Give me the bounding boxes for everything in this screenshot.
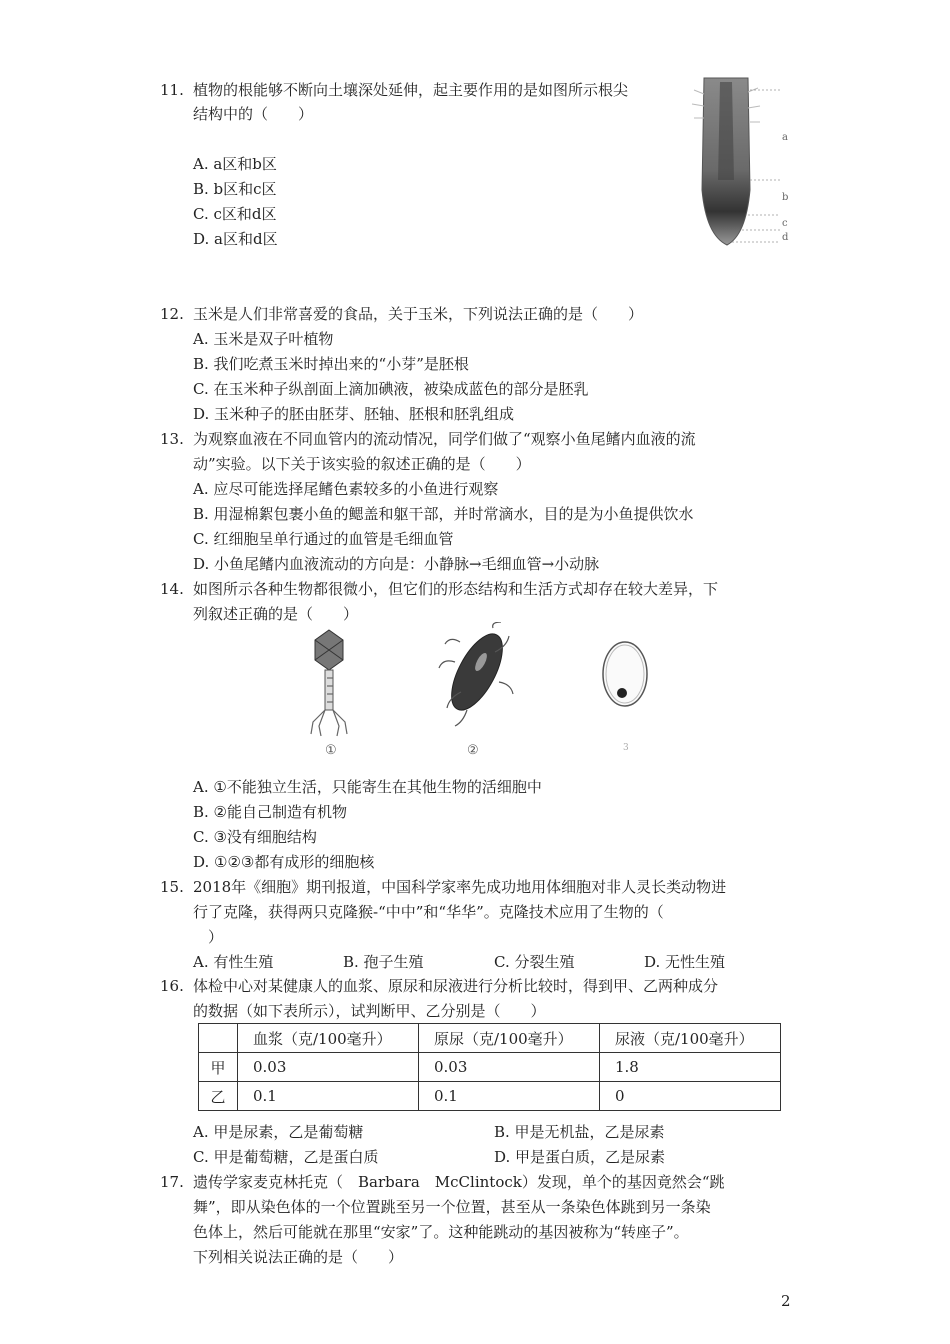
q16-stem-line1: 体检中心对某健康人的血浆、原尿和尿液进行分析比较时，得到甲、乙两种成分 [193, 977, 719, 995]
q11-number: 11. [160, 81, 184, 99]
q16-stem-line2: 的数据（如下表所示），试判断甲、乙分别是（ ） [193, 1002, 546, 1020]
q11-option-d: D. a区和d区 [193, 230, 278, 248]
q15-stem-line3: ） [208, 928, 224, 946]
q17-stem-line1: 遗传学家麦克林托克（ Barbara McClintock）发现，单个的基因竟然会“跳 [193, 1173, 725, 1191]
root-tip-figure [682, 70, 794, 250]
root-label-d: d [782, 232, 789, 243]
q17-stem-line3: 色体上，然后可能就在那里“安家”了。这种能跳动的基因被称为“转座子”。 [193, 1223, 689, 1241]
figure-label-1: ① [325, 743, 337, 758]
q11-option-a: A. a区和b区 [193, 155, 277, 173]
table-header-cell: 尿液（克/100毫升） [600, 1024, 781, 1053]
table-cell: 甲 [199, 1053, 238, 1082]
figure-label-2: ② [467, 743, 479, 758]
q13-option-b: B. 用湿棉絮包裹小鱼的鳃盖和躯干部，并时常滴水，目的是为小鱼提供饮水 [193, 505, 694, 523]
q16-option-c: C. 甲是葡萄糖，乙是蛋白质 [193, 1148, 379, 1166]
microorganisms-figure [295, 622, 655, 762]
q17-stem-line2: 舞”，即从染色体的一个位置跳至另一个位置，甚至从一条染色体跳到另一条染 [193, 1198, 711, 1216]
bacterium-drawing [439, 622, 513, 726]
q12-number: 12. [160, 305, 184, 323]
q12-option-c: C. 在玉米种子纵剖面上滴加碘液，被染成蓝色的部分是胚乳 [193, 380, 589, 398]
table-cell: 0.03 [238, 1053, 419, 1082]
bacteriophage-drawing [311, 630, 347, 736]
q15-number: 15. [160, 878, 184, 896]
table-cell: 乙 [199, 1082, 238, 1111]
q12-option-a: A. 玉米是双子叶植物 [193, 330, 334, 348]
table-header-cell [199, 1024, 238, 1053]
q16-option-a: A. 甲是尿素，乙是葡萄糖 [193, 1123, 364, 1141]
q13-stem-line1: 为观察血液在不同血管内的流动情况，同学们做了“观察小鱼尾鳍内血液的流 [193, 430, 696, 448]
q13-option-a: A. 应尽可能选择尾鳍色素较多的小鱼进行观察 [193, 480, 499, 498]
q11-stem-line2: 结构中的（ ） [193, 105, 314, 123]
table-cell: 1.8 [600, 1053, 781, 1082]
q12-stem: 玉米是人们非常喜爱的食品，关于玉米，下列说法正确的是（ ） [193, 305, 644, 323]
q14-option-a: A. ①不能独立生活，只能寄生在其他生物的活细胞中 [193, 778, 542, 796]
q11-option-c: C. c区和d区 [193, 205, 277, 223]
root-label-a: a [782, 132, 788, 143]
q11-option-b: B. b区和c区 [193, 180, 277, 198]
q15-option-b: B. 孢子生殖 [343, 953, 424, 971]
root-label-b: b [782, 192, 789, 203]
q15-option-d: D. 无性生殖 [644, 953, 726, 971]
table-row [199, 1053, 781, 1082]
q14-number: 14. [160, 580, 184, 598]
q14-option-c: C. ③没有细胞结构 [193, 828, 317, 846]
q16-number: 16. [160, 977, 184, 995]
urine-analysis-table [198, 1023, 781, 1111]
q17-number: 17. [160, 1173, 184, 1191]
q13-number: 13. [160, 430, 184, 448]
q14-stem-line1: 如图所示各种生物都很微小，但它们的形态结构和生活方式却存在较大差异，下 [193, 580, 719, 598]
page-number: 2 [781, 1292, 791, 1310]
root-label-c: c [782, 218, 788, 229]
q17-stem-line4: 下列相关说法正确的是（ ） [193, 1248, 404, 1266]
table-cell: 0.03 [419, 1053, 600, 1082]
q15-option-a: A. 有性生殖 [193, 953, 274, 971]
q12-option-d: D. 玉米种子的胚由胚芽、胚轴、胚根和胚乳组成 [193, 405, 515, 423]
q13-option-d: D. 小鱼尾鳍内血液流动的方向是：小静脉→毛细血管→小动脉 [193, 555, 600, 573]
yeast-cell-drawing [603, 642, 647, 706]
q14-stem-line2: 列叙述正确的是（ ） [193, 605, 359, 623]
figure-label-3: 3 [623, 743, 629, 753]
table-header-cell: 原尿（克/100毫升） [419, 1024, 600, 1053]
q12-option-b: B. 我们吃煮玉米时掉出来的“小芽”是胚根 [193, 355, 469, 373]
q16-option-d: D. 甲是蛋白质，乙是尿素 [494, 1148, 666, 1166]
q15-stem-line1: 2018年《细胞》期刊报道，中国科学家率先成功地用体细胞对非人灵长类动物进 [193, 878, 727, 896]
q15-stem-line2: 行了克隆，获得两只克隆猴-“中中”和“华华”。克隆技术应用了生物的（ [193, 903, 664, 921]
table-cell: 0.1 [238, 1082, 419, 1111]
q13-option-c: C. 红细胞呈单行通过的血管是毛细血管 [193, 530, 454, 548]
q16-option-b: B. 甲是无机盐，乙是尿素 [494, 1123, 665, 1141]
table-cell: 0.1 [419, 1082, 600, 1111]
q13-stem-line2: 动”实验。以下关于该实验的叙述正确的是（ ） [193, 455, 531, 473]
q15-option-c: C. 分裂生殖 [494, 953, 575, 971]
q11-stem-line1: 植物的根能够不断向土壤深处延伸，起主要作用的是如图所示根尖 [193, 81, 629, 99]
table-header-row [199, 1024, 781, 1053]
q14-option-d: D. ①②③都有成形的细胞核 [193, 853, 375, 871]
q14-option-b: B. ②能自己制造有机物 [193, 803, 348, 821]
table-row [199, 1082, 781, 1111]
table-cell: 0 [600, 1082, 781, 1111]
table-header-cell: 血浆（克/100毫升） [238, 1024, 419, 1053]
